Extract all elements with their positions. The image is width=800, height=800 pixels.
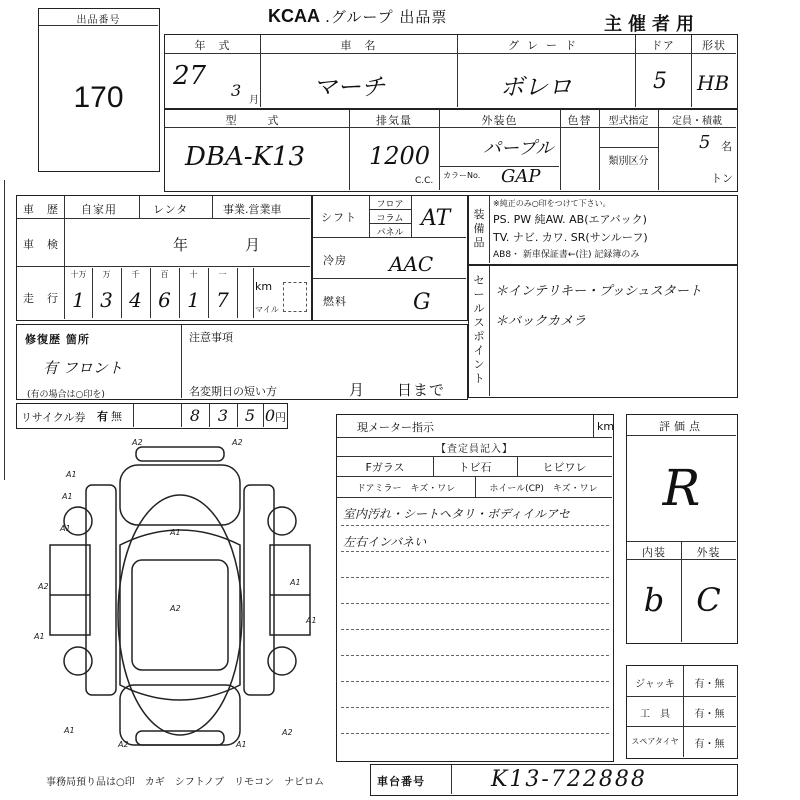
- caution-label: 注意事項: [189, 331, 233, 344]
- recycle-digit: 0: [264, 406, 276, 425]
- inspection-year-unit: 年: [173, 236, 190, 254]
- year-label: 年 式: [194, 39, 231, 52]
- digit-header-10k: 万: [102, 270, 111, 279]
- colors-label: 色替: [567, 114, 592, 127]
- lot-number-box: [38, 8, 160, 172]
- evaluation-label: 評価点: [659, 420, 704, 433]
- equipment-section: [468, 195, 738, 265]
- inspection-month-unit: 月: [245, 236, 262, 254]
- form-title: [268, 6, 447, 28]
- recycle-label: リサイクル券: [21, 411, 86, 424]
- interior-score: b: [643, 581, 665, 619]
- color-no-label: カラーNo.: [443, 171, 481, 180]
- damage-mark: A1: [306, 616, 317, 625]
- exterior-label: 外装: [696, 546, 721, 559]
- damage-mark: A1: [64, 726, 75, 735]
- damage-mark: A2: [232, 438, 243, 447]
- history-option-private: 自家用: [81, 203, 117, 216]
- sales-point-line1: ＊インテリキー・プッシュスタート: [495, 284, 702, 299]
- class-label: 類別区分: [608, 156, 649, 167]
- grade-value: ボレロ: [500, 73, 572, 101]
- mileage-digit: 1: [72, 288, 85, 312]
- recycle-status-yes: 有: [97, 410, 109, 423]
- equipment-line2: TV. ナビ. カワ. SR(サンルーフ): [493, 231, 648, 244]
- inspect-item-glass: Fガラス: [365, 461, 405, 474]
- accessory-jack-value: 有・無: [694, 679, 725, 690]
- evaluation-score: R: [662, 459, 701, 517]
- equipment-note: ※純正のみ○印をつけて下さい。: [493, 199, 611, 208]
- shape-label: 形状: [702, 39, 726, 52]
- keys-note: 事務局預り品は○印 カギ シフトノブ リモコン ナビロム: [46, 777, 325, 788]
- inspect-item-chip: トビ石: [458, 461, 492, 474]
- sales-point-line2: ＊バックカメラ: [495, 314, 587, 329]
- capacity-unit: 名: [721, 140, 732, 153]
- damage-mark: A2: [38, 582, 49, 591]
- recycle-section: [16, 403, 288, 429]
- sales-point-label: セールスポイント: [473, 274, 485, 385]
- mileage-digit: 6: [158, 288, 171, 312]
- load-unit: トン: [711, 172, 733, 185]
- month-unit: 月: [249, 95, 260, 106]
- vehicle-info-row: [164, 34, 738, 109]
- shift-label: シフト: [321, 211, 357, 224]
- accessories-section: [626, 665, 738, 759]
- damage-mark: A1: [60, 524, 71, 533]
- shift-option-column: コラム: [376, 214, 404, 224]
- inspector-label: 【査定員記入】: [436, 444, 513, 455]
- model-info-row: [164, 109, 738, 192]
- inspection-label: 車 検: [23, 238, 59, 251]
- digit-header-10: 十: [189, 270, 198, 279]
- lot-number-value: 170: [73, 81, 124, 114]
- model-value: DBA-K13: [185, 142, 306, 172]
- vin-value: K13-722888: [491, 767, 647, 792]
- accessory-spare-value: 有・無: [694, 739, 725, 750]
- recycle-digit: 3: [217, 406, 229, 425]
- damage-mark: A1: [62, 492, 73, 501]
- meter-label: 現メーター指示: [357, 421, 434, 434]
- digit-header-100: 百: [160, 270, 169, 279]
- damage-mark: A2: [132, 438, 143, 447]
- accessory-tools-label: 工 具: [640, 709, 670, 720]
- exterior-color-label: 外装色: [481, 114, 518, 127]
- repair-note: (有の場合は○印を): [27, 390, 105, 400]
- inspect-item-crack: ヒビワレ: [542, 461, 587, 474]
- door-label: ドア: [651, 39, 675, 52]
- capacity-value: 5: [699, 132, 711, 153]
- car-name-label: 車 名: [340, 39, 377, 52]
- mileage-digit: 3: [100, 288, 113, 312]
- mileage-digit: 4: [129, 288, 142, 312]
- recycle-digit: 8: [189, 406, 201, 425]
- mile-label: マイル: [255, 305, 279, 314]
- repair-value: 有 フロント: [43, 359, 123, 377]
- shift-option-floor: フロア: [376, 200, 404, 210]
- repair-section: [16, 324, 468, 400]
- digit-header-1k: 千: [131, 270, 140, 279]
- fuel-value: G: [413, 290, 431, 315]
- damage-mark: A2: [282, 728, 293, 737]
- ac-label: 冷房: [323, 254, 347, 267]
- form-title-text: .グループ 出品票: [325, 8, 448, 26]
- org-logo: KCAA: [268, 6, 320, 26]
- accessory-spare-label: スペアタイヤ: [631, 737, 679, 746]
- vin-section: [370, 764, 738, 796]
- month-value: 3: [231, 81, 242, 100]
- history-option-rental: レンタ: [153, 203, 189, 216]
- equipment-line3: AB8・ 新車保証書←(注) 記録簿のみ: [493, 250, 640, 260]
- inspect-item-mirror: ドアミラー キズ・ワレ: [356, 484, 456, 494]
- mileage-label: 走 行: [23, 292, 59, 305]
- damage-mark: A1: [170, 528, 181, 537]
- meter-section: [336, 414, 614, 762]
- type-spec-label: 型式指定: [608, 116, 649, 127]
- history-section: [16, 195, 312, 321]
- repair-label: 修復歴 箇所: [25, 333, 90, 346]
- organizer-label: 主催者用: [604, 14, 700, 35]
- shape-value: HB: [697, 71, 730, 95]
- displacement-unit: C.C.: [415, 176, 434, 186]
- car-name-value: マーチ: [313, 73, 385, 101]
- lot-number-label: 出品番号: [76, 15, 121, 26]
- inspector-remark-1: 室内汚れ・シートヘタリ・ボディイルアセ: [343, 507, 570, 521]
- inspector-remark-2: 左右インバネい: [343, 535, 427, 549]
- mileage-digit: 1: [187, 288, 200, 312]
- accessory-jack-label: ジャッキ: [635, 679, 675, 690]
- sales-point-section: [468, 265, 738, 398]
- vin-label: 車台番号: [377, 775, 425, 788]
- model-label: 型 式: [225, 114, 289, 127]
- digit-header-100k: 十万: [70, 270, 87, 279]
- grade-label: グレード: [508, 39, 584, 52]
- exterior-score: C: [696, 581, 721, 619]
- recycle-unit: 円: [275, 411, 287, 424]
- shift-option-panel: パネル: [376, 228, 404, 238]
- damage-mark: A1: [66, 470, 77, 479]
- recycle-status-no: 無: [111, 410, 123, 423]
- car-damage-diagram: [20, 435, 330, 760]
- mileage-digit: 7: [216, 288, 229, 312]
- displacement-value: 1200: [369, 142, 431, 170]
- damage-mark: A1: [236, 740, 247, 749]
- name-change-month: 月: [349, 381, 366, 399]
- exterior-color-value: パープル: [483, 138, 554, 159]
- year-value: 27: [173, 61, 207, 91]
- drive-section: [312, 195, 468, 321]
- shift-value: AT: [421, 206, 451, 231]
- accessory-tools-value: 有・無: [694, 709, 725, 720]
- damage-mark: A2: [118, 740, 129, 749]
- door-value: 5: [653, 69, 667, 94]
- interior-label: 内装: [642, 546, 666, 559]
- capacity-label: 定員・積載: [672, 116, 722, 127]
- recycle-digit: 5: [244, 406, 256, 425]
- name-change-day: 日まで: [397, 381, 446, 399]
- meter-unit: km: [597, 420, 615, 433]
- damage-mark: A2: [170, 604, 181, 613]
- km-mile-checkbox: [283, 282, 307, 312]
- history-label: 車 歴: [23, 203, 59, 216]
- fuel-label: 燃料: [323, 295, 347, 308]
- displacement-label: 排気量: [376, 114, 412, 127]
- color-no-value: GAP: [501, 166, 541, 187]
- km-label: km: [255, 280, 273, 293]
- equipment-label: 装備品: [473, 208, 485, 249]
- page-edge-line: [4, 180, 5, 480]
- name-change-label: 名変期日の短い方: [189, 385, 277, 398]
- equipment-line1: PS. PW 純AW. AB(エアバック): [493, 213, 647, 226]
- inspect-item-wheel: ホイール(CP) キズ・ワレ: [489, 484, 598, 494]
- digit-header-1: 一: [218, 270, 227, 279]
- damage-mark: A1: [34, 632, 45, 641]
- history-option-business: 事業.営業車: [223, 203, 282, 216]
- damage-mark: A1: [290, 578, 301, 587]
- evaluation-section: [626, 414, 738, 644]
- ac-value: AAC: [389, 252, 434, 276]
